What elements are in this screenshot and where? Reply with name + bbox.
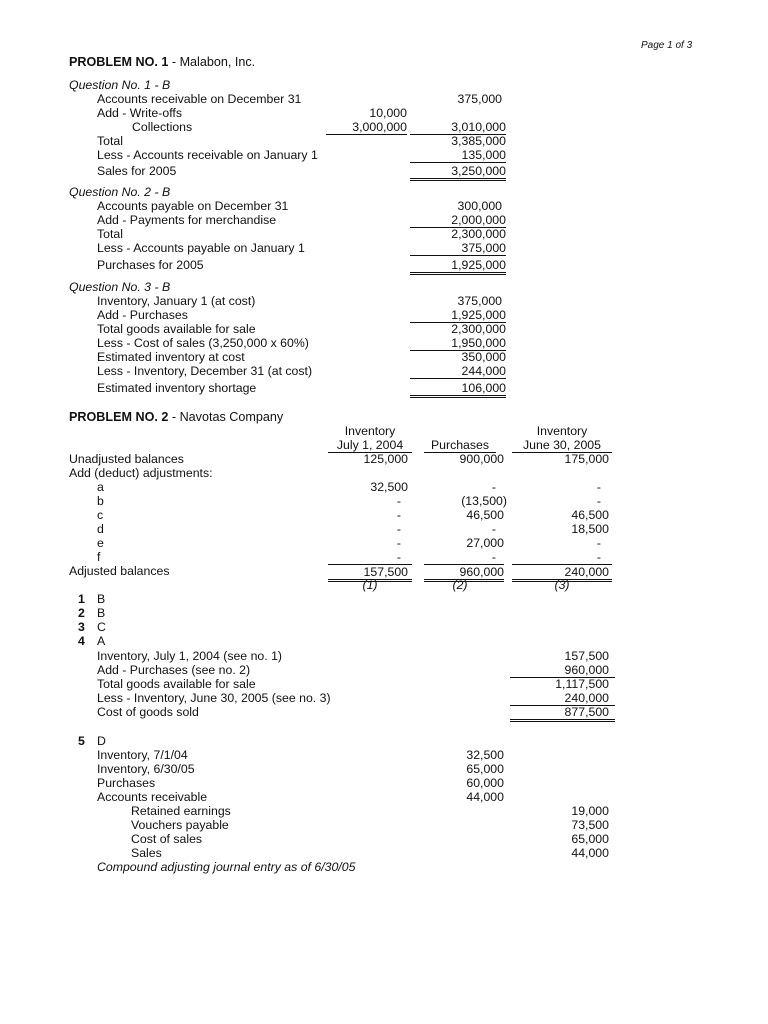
problem-1-company: - Malabon, Inc. — [168, 55, 256, 69]
q2-row5-amount: 1,925,000 — [410, 258, 506, 275]
answer-4-number: 4 — [78, 634, 85, 648]
q1-row6-label: Sales for 2005 — [97, 164, 177, 178]
page-label: Page 1 of 3 — [641, 40, 693, 51]
je-credit-2-label: Vouchers payable — [131, 818, 229, 832]
je-credit-2-amount: 73,500 — [571, 818, 609, 832]
adj-f-col2: - — [491, 550, 496, 564]
adjusted-col2: 960,000 — [424, 564, 504, 582]
je-credit-1-label: Retained earnings — [131, 804, 231, 818]
adj-b-col3: - — [596, 494, 601, 508]
q2-row3-label: Total — [97, 227, 123, 241]
cogs-row5-label: Cost of goods sold — [97, 705, 199, 719]
cogs-row2-label: Add - Purchases (see no. 2) — [97, 663, 251, 677]
adj-b-key: b — [97, 494, 104, 508]
adj-e-key: e — [97, 536, 104, 550]
je-debit-4-label: Accounts receivable — [97, 790, 208, 804]
q1-row5-amount: 135,000 — [410, 148, 506, 163]
answer-2-letter: B — [97, 606, 106, 620]
col-ref-3: (3) — [554, 578, 570, 592]
q3-row3-label: Total goods available for sale — [97, 322, 256, 336]
q1-row5-label: Less - Accounts receivable on January 1 — [97, 148, 318, 162]
q3-row2-label: Add - Purchases — [97, 308, 188, 322]
adj-a-col1: 32,500 — [370, 480, 408, 494]
cogs-row1-label: Inventory, July 1, 2004 (see no. 1) — [97, 649, 283, 663]
je-debit-1-label: Inventory, 7/1/04 — [97, 748, 188, 762]
adj-c-col1: - — [396, 508, 401, 522]
je-credit-4-label: Sales — [131, 846, 162, 860]
je-credit-3-amount: 65,000 — [571, 832, 609, 846]
unadjusted-col3: 175,000 — [564, 452, 609, 466]
col-inventory-end-header-1: Inventory — [536, 424, 588, 438]
adj-c-col2: 46,500 — [466, 508, 504, 522]
q1-row2-label: Add - Write-offs — [97, 106, 182, 120]
answer-2-number: 2 — [78, 606, 85, 620]
q3-row6-amount: 244,000 — [410, 364, 506, 379]
adjusted-label: Adjusted balances — [69, 564, 170, 578]
col-inventory-start-header-2: July 1, 2004 — [328, 438, 412, 453]
adj-e-col1: - — [396, 536, 401, 550]
adj-d-col1: - — [396, 522, 401, 536]
q2-row4-label: Less - Accounts payable on January 1 — [97, 241, 305, 255]
unadjusted-label: Unadjusted balances — [69, 452, 184, 466]
q3-row4-label: Less - Cost of sales (3,250,000 x 60%) — [97, 336, 309, 350]
q1-row4-label: Total — [97, 134, 123, 148]
q3-row2-amount: 1,925,000 — [410, 308, 506, 323]
col-ref-1: (1) — [362, 578, 378, 592]
je-debit-3-label: Purchases — [97, 776, 156, 790]
col-inventory-start-header-1: Inventory — [344, 424, 396, 438]
q3-row4-amount: 1,950,000 — [410, 336, 506, 351]
adj-d-key: d — [97, 522, 104, 536]
answer-1-letter: B — [97, 592, 106, 606]
answer-3-letter: C — [97, 620, 106, 634]
q1-row1-label: Accounts receivable on December 31 — [97, 92, 302, 106]
adj-a-col2: - — [491, 480, 496, 494]
unadjusted-col2: 900,000 — [459, 452, 504, 466]
problem-2-title — [69, 410, 283, 424]
answer-3-number: 3 — [78, 620, 85, 634]
adjusted-col1: 157,500 — [328, 564, 412, 582]
col-purchases-header: Purchases — [424, 438, 496, 453]
adj-a-key: a — [97, 480, 104, 494]
je-debit-1-amount: 32,500 — [466, 748, 504, 762]
q1-row3-label: Collections — [132, 120, 193, 134]
je-debit-2-amount: 65,000 — [466, 762, 504, 776]
col-ref-2: (2) — [452, 578, 468, 592]
answer-1-number: 1 — [78, 592, 85, 606]
adj-f-col3: - — [596, 550, 601, 564]
answer-5-letter: D — [97, 734, 106, 748]
q3-row6-label: Less - Inventory, December 31 (at cost) — [97, 364, 313, 378]
adjusted-col3: 240,000 — [512, 564, 612, 582]
cogs-row4-amount: 240,000 — [510, 691, 615, 706]
adj-b-col2: (13,500) — [461, 494, 507, 508]
unadjusted-col1: 125,000 — [363, 452, 408, 466]
q3-row1-amount: 375,000 — [457, 294, 502, 308]
adj-f-col1: - — [396, 550, 401, 564]
q3-row7-label: Estimated inventory shortage — [97, 381, 257, 395]
cogs-row1-amount: 157,500 — [564, 649, 609, 663]
je-credit-1-amount: 19,000 — [571, 804, 609, 818]
adj-d-col2: - — [491, 522, 496, 536]
q2-row5-label: Purchases for 2005 — [97, 258, 204, 272]
je-debit-2-label: Inventory, 6/30/05 — [97, 762, 195, 776]
cogs-row3-amount: 1,117,500 — [555, 677, 609, 691]
adj-c-key: c — [97, 508, 104, 522]
q1-row1-amount: 375,000 — [457, 92, 502, 106]
col-inventory-end-header-2: June 30, 2005 — [512, 438, 612, 453]
q2-row1-amount: 300,000 — [457, 199, 502, 213]
adj-d-col3: 18,500 — [571, 522, 609, 536]
adj-b-col1: - — [396, 494, 401, 508]
je-credit-4-amount: 44,000 — [571, 846, 609, 860]
je-debit-4-amount: 44,000 — [466, 790, 504, 804]
adj-e-col2: 27,000 — [466, 536, 504, 550]
cogs-row5-amount: 877,500 — [510, 705, 615, 722]
q3-row5-amount: 350,000 — [461, 350, 506, 364]
problem-2-company: - Navotas Company — [168, 410, 284, 424]
q3-row5-label: Estimated inventory at cost — [97, 350, 245, 364]
q3-row1-label: Inventory, January 1 (at cost) — [97, 294, 256, 308]
q3-row7-amount: 106,000 — [410, 381, 506, 398]
q3-heading: Question No. 3 - B — [69, 280, 171, 294]
cogs-row3-label: Total goods available for sale — [97, 677, 256, 691]
cogs-row2-amount: 960,000 — [510, 663, 615, 678]
q2-row3-amount: 2,300,000 — [451, 227, 506, 241]
je-note: Compound adjusting journal entry as of 6/30/05 — [97, 860, 356, 874]
q1-row4-amount: 3,385,000 — [451, 134, 506, 148]
q1-row3-amount: 3,010,000 — [410, 120, 506, 135]
q3-row3-amount: 2,300,000 — [451, 322, 506, 336]
q1-row2-subamount: 10,000 — [369, 106, 407, 120]
answer-5-number: 5 — [78, 734, 85, 748]
adj-f-key: f — [97, 550, 101, 564]
adj-a-col3: - — [596, 480, 601, 494]
problem-1-title — [69, 55, 255, 69]
problem-2-number: PROBLEM NO. 2 — [69, 410, 169, 424]
adjustments-label: Add (deduct) adjustments: — [69, 466, 213, 480]
adj-e-col3: - — [596, 536, 601, 550]
q1-row3-subamount: 3,000,000 — [326, 120, 407, 135]
q2-row2-amount: 2,000,000 — [410, 213, 506, 228]
q2-row4-amount: 375,000 — [410, 241, 506, 256]
cogs-row4-label: Less - Inventory, June 30, 2005 (see no. 3) — [97, 691, 331, 705]
je-credit-3-label: Cost of sales — [131, 832, 203, 846]
answer-4-letter: A — [97, 634, 106, 648]
je-debit-3-amount: 60,000 — [466, 776, 504, 790]
q2-heading: Question No. 2 - B — [69, 185, 171, 199]
q2-row1-label: Accounts payable on December 31 — [97, 199, 289, 213]
adj-c-col3: 46,500 — [571, 508, 609, 522]
q1-heading: Question No. 1 - B — [69, 78, 171, 92]
problem-1-number: PROBLEM NO. 1 — [69, 55, 169, 69]
q1-row6-amount: 3,250,000 — [410, 164, 506, 181]
q2-row2-label: Add - Payments for merchandise — [97, 213, 277, 227]
